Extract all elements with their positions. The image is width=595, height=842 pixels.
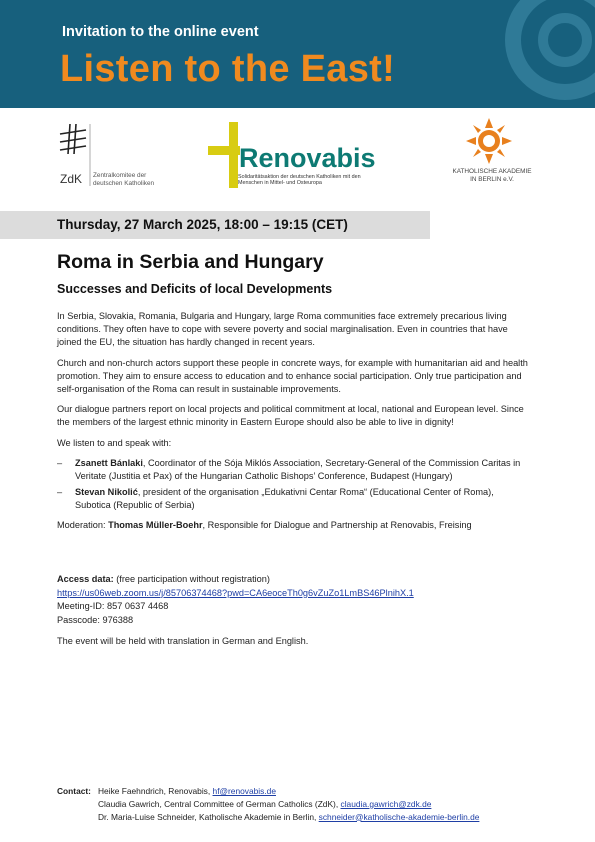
zdk-abbreviation: ZdK — [60, 172, 83, 186]
contact-email-link[interactable]: claudia.gawrich@zdk.de — [340, 798, 432, 809]
event-subtitle: Successes and Deficits of local Developments — [57, 282, 333, 296]
contact-row — [57, 785, 557, 798]
contact-block — [57, 785, 557, 823]
moderator-description: , Responsible for Dialogue and Partnership at Renovabis, Freising — [202, 519, 472, 530]
speakers-list — [57, 457, 532, 513]
speaker-name: Stevan Nikolić — [75, 487, 138, 498]
contact-text: Dr. Maria-Luise Schneider, Katholische Akademie in Berlin, — [98, 811, 319, 822]
access-label: Access data: — [57, 574, 114, 584]
event-date: Thursday, 27 March 2025, 18:00 – 19:15 (CET) — [57, 217, 348, 232]
renovabis-tagline: Solidaritätsaktion der deutschen Katholiken mit den Menschen in Mittel- und Osteuropa — [238, 174, 361, 187]
zoom-link-row — [57, 587, 532, 601]
speakers-intro: We listen to and speak with: — [57, 437, 172, 448]
event-description — [57, 310, 532, 539]
speaker-description: , president of the organisation „Edukativni Centar Roma“ (Educational Center of Roma), Subotica (Republic of Serbia) — [75, 487, 494, 511]
renovabis-logo-text: Renovabis — [239, 143, 376, 173]
page-title: Listen to the East! — [60, 48, 396, 90]
list-item — [57, 486, 532, 512]
zdk-name: Zentralkomitee der deutschen Katholiken — [93, 172, 155, 187]
spacer — [57, 627, 532, 635]
list-dash: – — [57, 457, 63, 468]
ka-name-line1: KATHOLISCHE AKADEMIE — [452, 168, 532, 175]
paragraph-2: Church and non-church actors support these people in concrete ways, for example with humanitarian aid and health promotion. They aim to ensure access to education and to enhance social participation. Only true participation and self-organisation of the Roma can result in sustainable improvements. — [57, 357, 528, 395]
moderation-label: Moderation: — [57, 519, 109, 530]
katholische-akademie-sun-icon — [466, 118, 512, 164]
list-dash: – — [57, 487, 63, 498]
decorative-rings-graphic — [455, 0, 595, 108]
paragraph-1: In Serbia, Slovakia, Romania, Bulgaria and Hungary, large Roma communities face extremely precarious living conditions. They often have to cope with severe poverty and social marginalisation. Even in countries that have joined the EU, the situation has hardly changed in recent years. — [57, 311, 508, 348]
speaker-name: Zsanett Bánlaki — [75, 457, 143, 468]
contact-email-link[interactable]: hf@renovabis.de — [212, 786, 276, 796]
access-note: (free participation without registration) — [113, 574, 270, 584]
contact-text: Claudia Gawrich, Central Committee of German Catholics (ZdK), — [98, 798, 341, 809]
katholische-akademie-name — [446, 168, 538, 184]
paragraph-3: Our dialogue partners report on local projects and political commitment at local, national and European level. Since the members of the largest ethnic minority in Eastern Europe should also be able to live in dignity! — [57, 404, 524, 428]
passcode: Passcode: 976388 — [57, 614, 134, 625]
speaker-description: , Coordinator of the Sója Miklós Association, Secretary-General of the Commission Caritas in Veritate (Justitia et Pax) of the Hungarian Catholic Bishops’ Conference, Budapest (Hungary) — [75, 457, 521, 482]
event-date-bar — [0, 211, 430, 239]
meeting-id: Meeting-ID: 857 0637 4468 — [57, 601, 169, 612]
contact-email-link[interactable]: schneider@katholische-akademie-berlin.de — [318, 811, 480, 822]
access-data — [57, 573, 532, 649]
contact-text: Heike Faehndrich, Renovabis, — [98, 786, 213, 796]
list-item — [57, 457, 532, 483]
header-banner — [0, 0, 595, 108]
moderation — [57, 519, 532, 532]
ka-name-line2: IN BERLIN e.V. — [470, 176, 514, 183]
contact-row — [57, 811, 557, 824]
event-title: Roma in Serbia and Hungary — [57, 251, 324, 273]
moderator-name: Thomas Müller-Boehr — [108, 519, 203, 530]
translation-note: The event will be held with translation in German and English. — [57, 636, 309, 647]
zoom-link[interactable]: https://us06web.zoom.us/j/85706374468?pwd=CA6eoceTh0g6vZuZo1LmBS46PlnihX.1 — [57, 587, 414, 598]
contact-label: Contact: — [57, 786, 91, 796]
contact-row — [57, 798, 557, 811]
access-heading — [57, 573, 532, 587]
header-kicker: Invitation to the online event — [62, 24, 259, 40]
